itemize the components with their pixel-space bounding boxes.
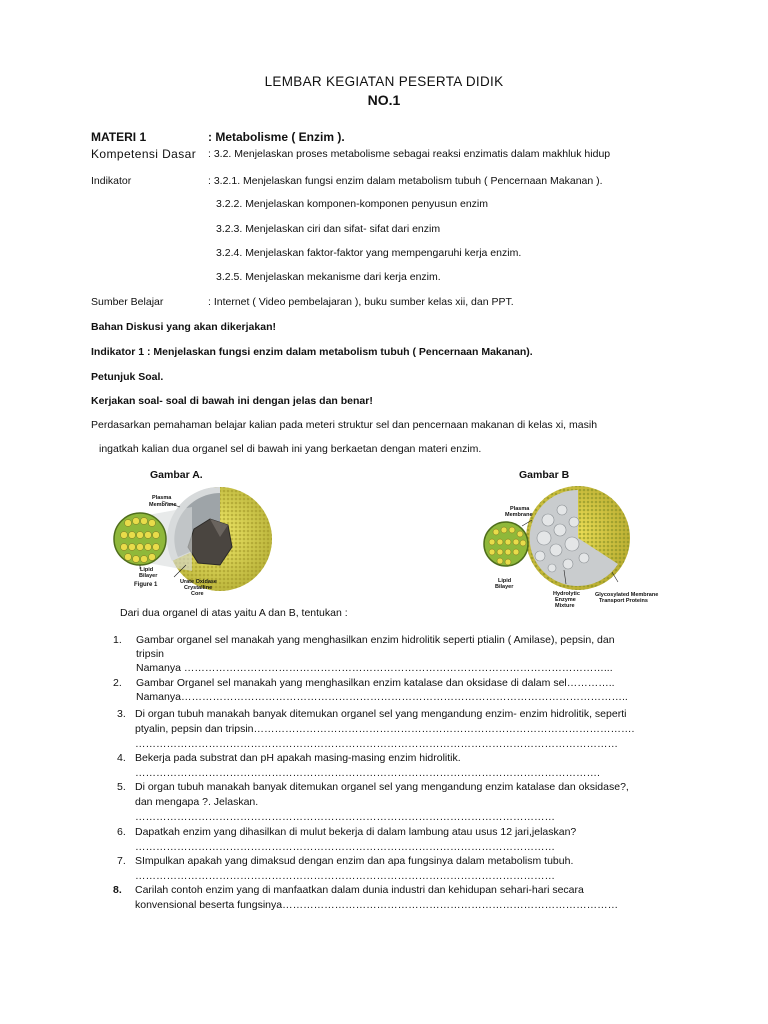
question-text: Di organ tubuh manakah banyak ditemukan organel sel yang mengandung enzim katalase dan oksidase?,	[135, 781, 629, 793]
label-membrane: Membrane	[149, 502, 177, 508]
label-lipid: Lipid	[498, 578, 512, 584]
indikator-item: : 3.2.1. Menjelaskan fungsi enzim dalam metabolism tubuh ( Pencernaan Makanan ).	[208, 175, 603, 187]
indikator-item: 3.2.3. Menjelaskan ciri dan sifat- sifat dari enzim	[216, 223, 441, 235]
sumber-value: : Internet ( Video pembelajaran ), buku sumber kelas xii, dan PPT.	[208, 296, 514, 308]
label-glycosylated: Glycosylated Membrane	[595, 592, 659, 598]
label-hydrolytic: Hydrolytic	[553, 591, 580, 597]
materi-value: : Metabolisme ( Enzim ).	[208, 130, 345, 144]
question-text: Gambar Organel sel manakah yang menghasilkan enzim katalase dan oksidase di dalam sel…………..	[136, 677, 615, 689]
indikator-item: 3.2.5. Menjelaskan mekanisme dari kerja enzim.	[216, 271, 441, 283]
question-number: 8.	[113, 884, 122, 896]
sumber-label: Sumber Belajar	[91, 296, 164, 308]
answer-line[interactable]: …………………………………………………………………………………………………………………………	[135, 738, 618, 750]
question-text: Di organ tubuh manakah banyak ditemukan organel sel yang mengandung enzim- enzim hidrolitik, seperti	[135, 708, 627, 720]
question-text: Gambar organel sel manakah yang menghasilkan enzim hidrolitik seperti ptialin ( Amilase), pepsin, dan	[136, 634, 615, 646]
label-plasma: Plasma	[152, 495, 172, 501]
kerjakan-instruction: Kerjakan soal- soal di bawah ini dengan jelas dan benar!	[91, 395, 373, 407]
materi-label: MATERI 1	[91, 130, 147, 144]
answer-line[interactable]: …………………………………………………………………………………………………………………….	[135, 767, 600, 779]
answer-line[interactable]: Namanya …………………………………………………………………………………………………………...	[136, 662, 613, 674]
intro-paragraph-line: ingatkah kalian dua organel sel di bawah ini yang berkaetan dengan materi enzim.	[99, 443, 482, 455]
bahan-diskusi: Bahan Diskusi yang akan dikerjakan!	[91, 321, 276, 333]
indikator-1-heading: Indikator 1 : Menjelaskan fungsi enzim dalam metabolism tubuh ( Pencernaan Makanan).	[91, 346, 533, 358]
label-figure: Figure 1	[134, 582, 158, 588]
indikator-label: Indikator	[91, 175, 132, 187]
question-number: 6.	[117, 826, 126, 838]
label-urate: Crystalline	[184, 585, 213, 591]
intro-paragraph-line: Perdasarkan pemahaman belajar kalian pada meteri struktur sel dan pencernaan makanan di kelas xi, masih	[91, 419, 598, 431]
answer-line[interactable]: …………………………………………………………………………………………………………	[135, 870, 555, 882]
label-bilayer: Bilayer	[495, 584, 514, 590]
question-number: 5.	[117, 781, 126, 793]
questions-intro: Dari dua organel di atas yaitu A dan B, tentukan :	[120, 607, 348, 619]
label-urate: Urate Oxidase	[180, 579, 217, 585]
question-text: ptyalin, pepsin dan tripsin……………………………………………………………………………………………….	[135, 723, 635, 735]
question-number: 4.	[117, 752, 126, 764]
figure-b-caption: Gambar B	[519, 469, 570, 481]
label-lipid: Lipid	[140, 567, 154, 573]
answer-line[interactable]: …………………………………………………………………………………………………………	[135, 841, 555, 853]
kd-value: : 3.2. Menjelaskan proses metabolisme sebagai reaksi enzimatis dalam makhluk hidup	[208, 148, 611, 160]
question-text: Carilah contoh enzim yang di manfaatkan dalam dunia industri dan kehidupan sehari-hari secara	[135, 884, 584, 896]
label-plasma: Plasma	[510, 506, 530, 512]
worksheet-number: NO.1	[367, 92, 401, 108]
kd-label: Kompetensi Dasar	[91, 147, 197, 161]
question-number: 1.	[113, 634, 122, 646]
question-number: 2.	[113, 677, 122, 689]
petunjuk-soal: Petunjuk Soal.	[91, 371, 164, 383]
question-number: 7.	[117, 855, 126, 867]
figure-a-caption: Gambar A.	[150, 469, 203, 481]
label-glycosylated: Transport Proteins	[599, 598, 648, 604]
indikator-item: 3.2.2. Menjelaskan komponen-komponen penyusun enzim	[216, 198, 489, 210]
organelle-b-illustration	[478, 480, 658, 592]
answer-line[interactable]: konvensional beserta fungsinya……………………………………………………………………………………	[135, 899, 619, 911]
label-urate: Core	[191, 591, 204, 597]
question-number: 3.	[117, 708, 126, 720]
label-hydrolytic: Mixture	[555, 603, 575, 609]
question-text: dan mengapa ?. Jelaskan.	[135, 796, 259, 808]
answer-line[interactable]: …………………………………………………………………………………………………………	[135, 811, 555, 823]
label-membrane: Membrane	[505, 512, 533, 518]
label-hydrolytic: Enzyme	[555, 597, 576, 603]
indikator-item: 3.2.4. Menjelaskan faktor-faktor yang mempengaruhi kerja enzim.	[216, 247, 522, 259]
question-text: Bekerja pada substrat dan pH apakah masing-masing enzim hidrolitik.	[135, 752, 461, 764]
label-bilayer: Bilayer	[139, 573, 158, 579]
answer-line[interactable]: Namanya………………………………………………………………………………………………………………..	[136, 691, 628, 703]
worksheet-title: LEMBAR KEGIATAN PESERTA DIDIK	[264, 74, 504, 89]
question-text: Dapatkah enzim yang dihasilkan di mulut bekerja di dalam lambung atau usus 12 jari,jelaskan?	[135, 826, 577, 838]
question-text: SImpulkan apakah yang dimaksud dengan enzim dan apa fungsinya dalam metabolism tubuh.	[135, 855, 574, 867]
question-text: tripsin	[136, 648, 165, 660]
